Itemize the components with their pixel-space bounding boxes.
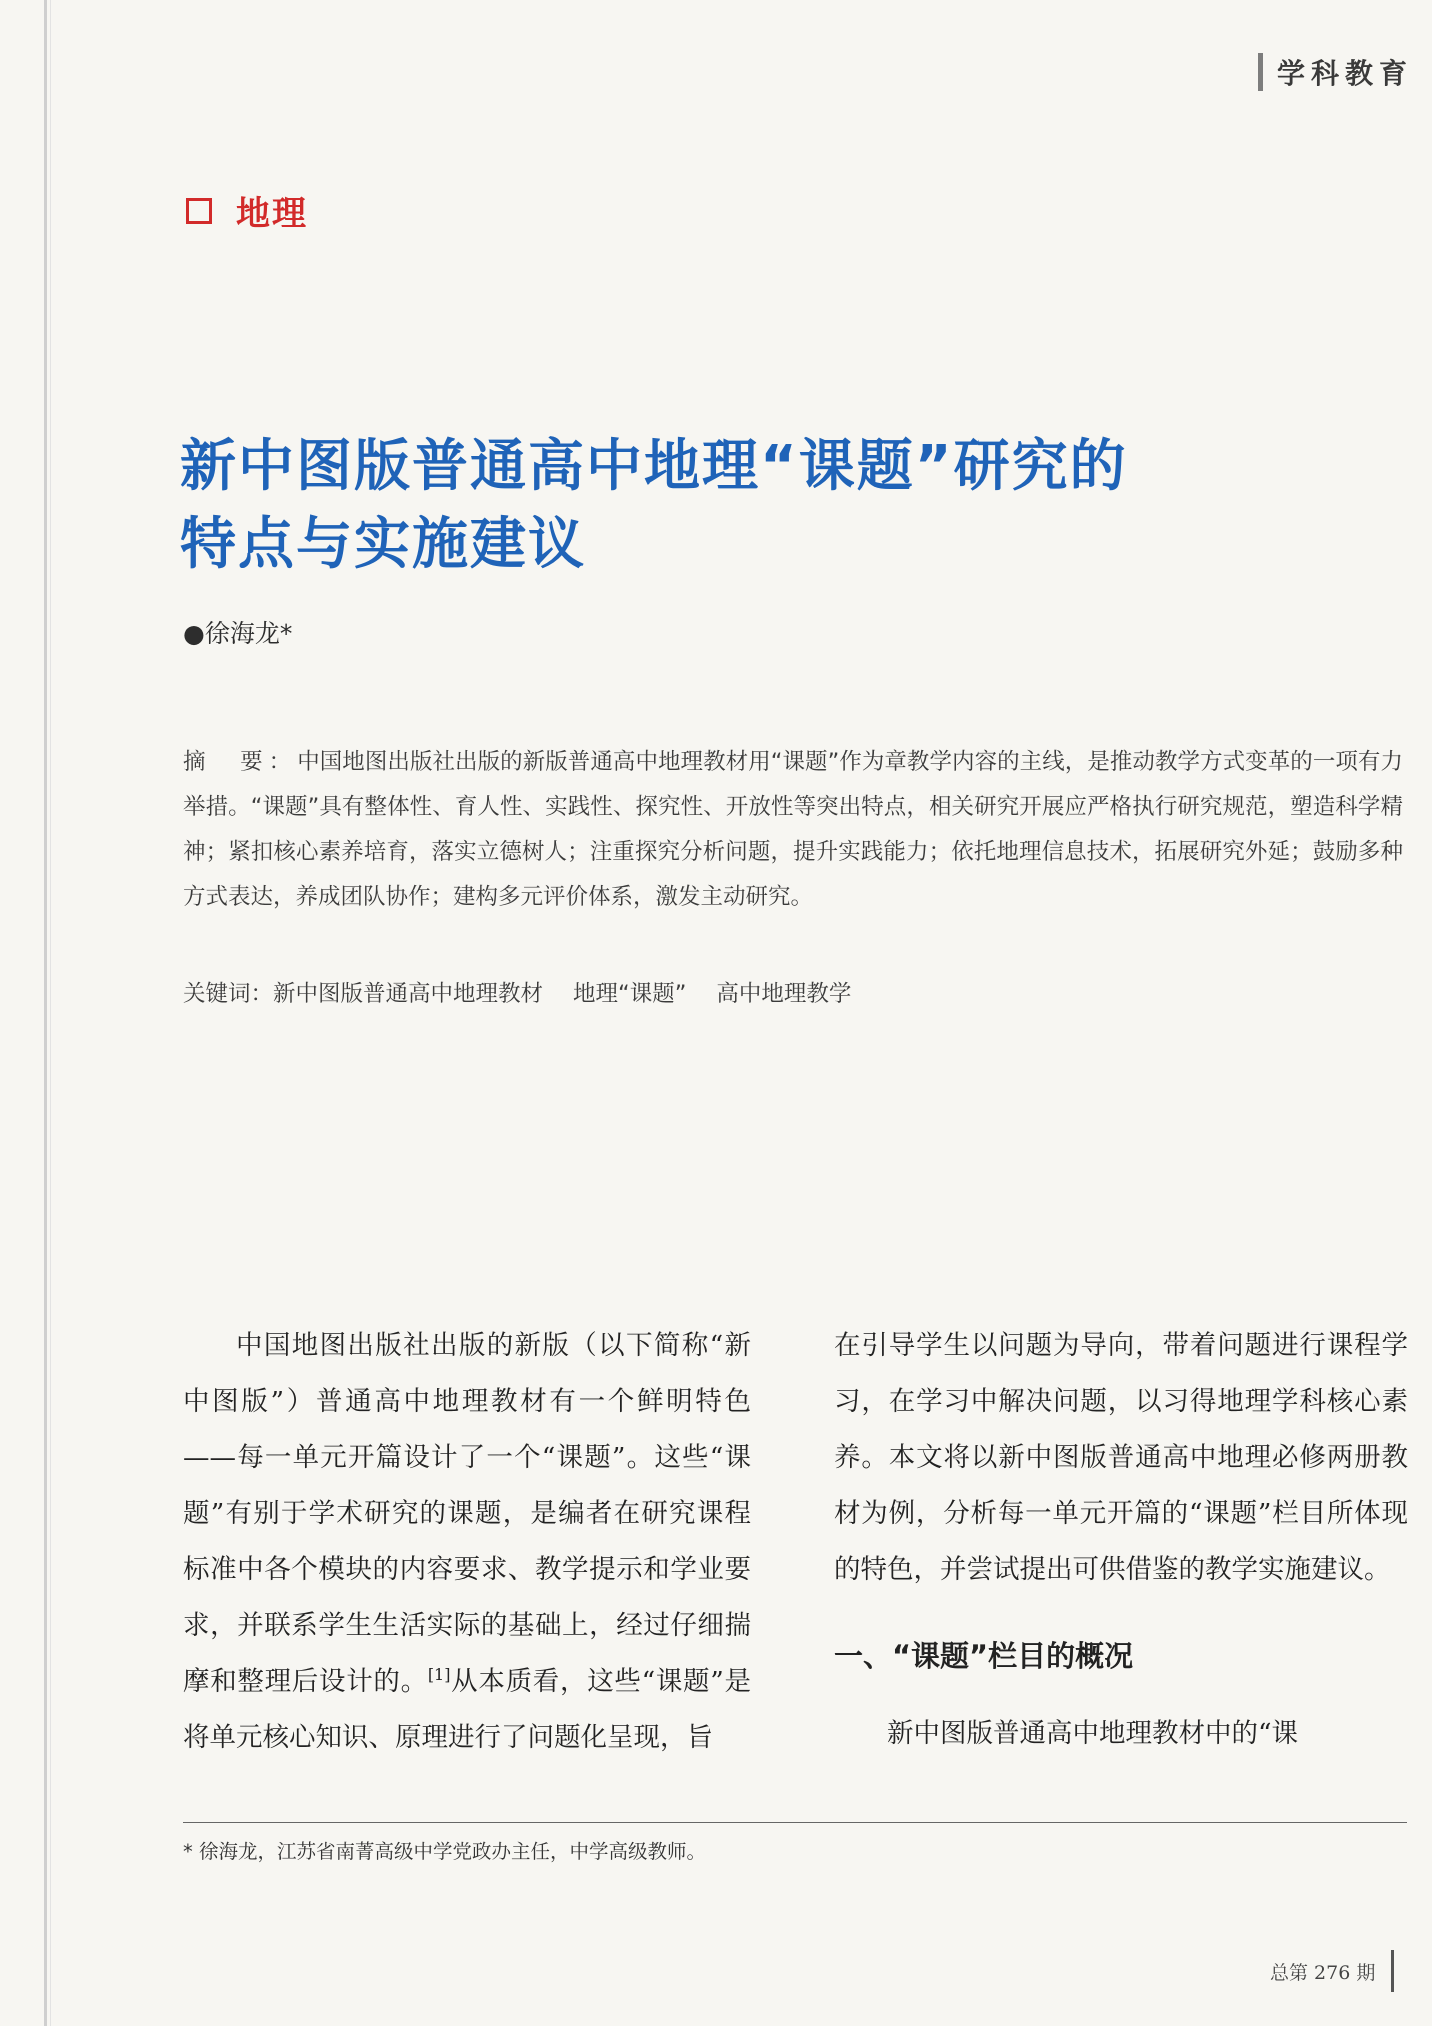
page-edge-rule xyxy=(44,0,47,2026)
journal-section-header xyxy=(1258,52,1413,92)
footnote-divider xyxy=(183,1822,1407,1823)
abstract-text: 中国地图出版社出版的新版普通高中地理教材用“课题”作为章教学内容的主线，是推动教学方式变革的一项有力举措。“课题”具有整体性、育人性、实践性、探究性、开放性等突出特点，相关研究开展应严格执行研究规范，塑造科学精神；紧扣核心素养培育，落实立德树人；注重探究分析问题，提升实践能力；依托地理信息技术，拓展研究外延；鼓励多种方式表达，养成团队协作；建构多元评价体系，激发主动研究。 xyxy=(183,749,1403,910)
subject-tag xyxy=(186,186,308,235)
keywords xyxy=(183,976,1403,1008)
abstract-label: 摘 要： xyxy=(183,749,298,775)
body-column-left xyxy=(183,1318,751,1766)
header-bar xyxy=(1258,53,1263,91)
subject-tag-label: 地理 xyxy=(236,194,308,234)
keyword-item: 地理“课题” xyxy=(573,981,687,1007)
article-title xyxy=(180,428,1300,584)
footer-bar xyxy=(1391,1950,1394,1992)
abstract xyxy=(183,740,1403,920)
keyword-item: 高中地理教学 xyxy=(716,981,852,1007)
body-paragraph-continued: 在引导学生以问题为导向，带着问题进行课程学习，在学习中解决问题，以习得地理学科核心素养。本文将以新中图版普通高中地理必修两册教材为例，分析每一单元开篇的“课题”栏目所体现的特色，并尝试提出可供借鉴的教学实施建议。 xyxy=(834,1330,1408,1585)
journal-section-label: 学科教育 xyxy=(1277,57,1414,90)
checkbox-square-icon xyxy=(186,198,212,224)
citation-ref[interactable]: [1] xyxy=(427,1665,451,1684)
section-heading: 一、“课题”栏目的概况 xyxy=(834,1639,1134,1673)
article-title-line-2: 特点与实施建议 xyxy=(180,512,586,577)
author-byline: ●徐海龙* xyxy=(183,619,293,648)
body-paragraph: 新中图版普通高中地理教材中的“课 xyxy=(887,1718,1299,1749)
page-edge-rule-inner xyxy=(50,0,51,2026)
body-paragraph-text: 从本质看，这些“课题”是将单元核心知识、原理进行了问题化呈现，旨 xyxy=(183,1666,751,1753)
article-title-line-1: 新中图版普通高中地理“课题”研究的 xyxy=(180,434,1128,499)
body-paragraph-text: 中国地图出版社出版的新版（以下简称“新中图版”）普通高中地理教材有一个鲜明特色——每一单元开篇设计了一个“课题”。这些“课题”有别于学术研究的课题，是编者在研究课程标准中各个模块的内容要求、教学提示和学业要求，并联系学生生活实际的基础上，经过仔细揣摩和整理后设计的。 xyxy=(183,1330,751,1697)
page-footer xyxy=(1270,1950,1394,1992)
body-column-right xyxy=(834,1318,1408,1762)
issue-number: 总第 276 期 xyxy=(1270,1961,1376,1984)
keyword-item: 新中图版普通高中地理教材 xyxy=(273,981,544,1007)
body-paragraph xyxy=(183,1318,751,1766)
keywords-label: 关键词： xyxy=(183,981,274,1007)
author-footnote: * 徐海龙，江苏省南菁高级中学党政办主任，中学高级教师。 xyxy=(183,1840,706,1863)
